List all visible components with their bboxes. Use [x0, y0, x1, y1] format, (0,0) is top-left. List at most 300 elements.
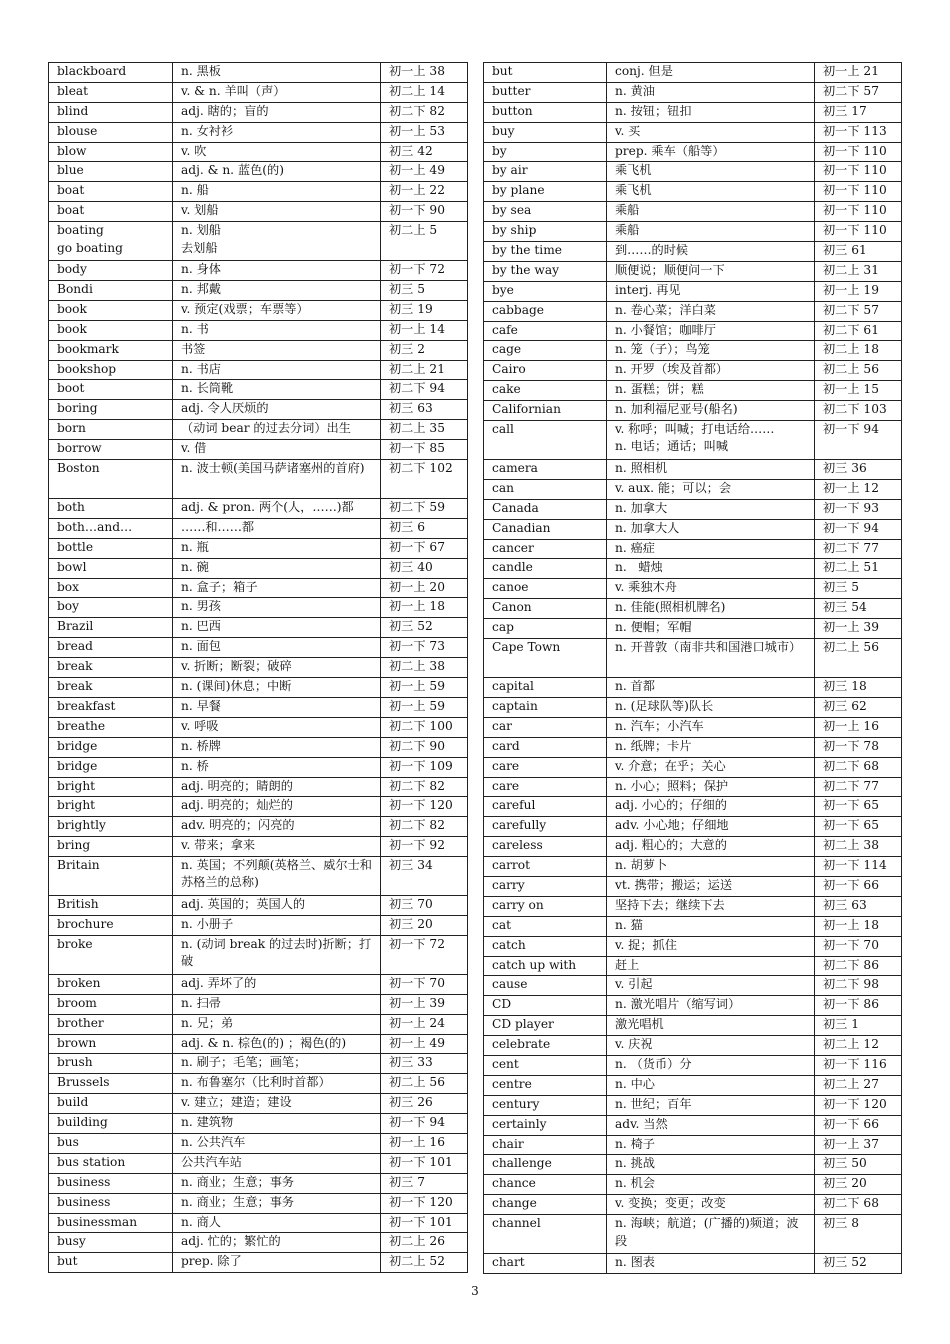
- vocab-definition: n. (动词 break 的过去时)折断；打破: [173, 935, 381, 974]
- vocab-word: broken: [49, 974, 173, 994]
- vocab-word: bus station: [49, 1153, 173, 1173]
- vocab-word: bus: [49, 1133, 173, 1153]
- vocab-definition: n. 蜡烛: [607, 559, 815, 579]
- vocab-row: [49, 915, 468, 935]
- vocab-word: Canada: [484, 499, 607, 519]
- vocab-word: century: [484, 1095, 607, 1115]
- vocab-definition: n. 长筒靴: [173, 380, 381, 400]
- vocab-word: both: [49, 499, 173, 519]
- vocab-row: [484, 421, 902, 460]
- vocab-row: [484, 142, 902, 162]
- vocab-row: [49, 757, 468, 777]
- vocab-source: 初二上 56: [815, 361, 902, 381]
- vocab-word: certainly: [484, 1115, 607, 1135]
- vocab-source: 初一下 73: [381, 638, 468, 658]
- vocab-word: Britain: [49, 857, 173, 896]
- vocab-definition: n. 开普敦（南非共和国港口城市）: [607, 639, 815, 678]
- vocab-source: 初二下 57: [815, 301, 902, 321]
- vocab-definition: n. 中心: [607, 1075, 815, 1095]
- vocab-row: [49, 1153, 468, 1173]
- vocab-row: [484, 857, 902, 877]
- vocab-source: 初一下 94: [815, 519, 902, 539]
- vocab-definition: n. 小册子: [173, 915, 381, 935]
- vocab-row: [49, 518, 468, 538]
- vocab-word: change: [484, 1195, 607, 1215]
- vocab-row: [49, 994, 468, 1014]
- vocab-row: [484, 817, 902, 837]
- vocab-word: buy: [484, 122, 607, 142]
- vocab-row: [49, 380, 468, 400]
- page-number: 3: [471, 1284, 479, 1298]
- vocab-definition: n. 椅子: [607, 1135, 815, 1155]
- vocab-source: 初一上 38: [381, 63, 468, 83]
- vocab-word: book: [49, 300, 173, 320]
- vocab-definition: 赶上: [607, 956, 815, 976]
- vocab-definition: interj. 再见: [607, 281, 815, 301]
- vocab-definition: v. 建立；建造；建设: [173, 1094, 381, 1114]
- vocab-word: chart: [484, 1254, 607, 1274]
- vocab-source: 初一上 59: [381, 697, 468, 717]
- vocab-source: 初二上 14: [381, 82, 468, 102]
- vocab-row: [49, 102, 468, 122]
- vocab-word: boy: [49, 598, 173, 618]
- vocab-word: by: [484, 142, 607, 162]
- vocab-row: [484, 797, 902, 817]
- vocab-row: [484, 82, 902, 102]
- vocab-definition: n. 汽车；小汽车: [607, 717, 815, 737]
- vocab-definition: n. 笼（子）；鸟笼: [607, 341, 815, 361]
- vocab-definition: v. 带来；拿来: [173, 837, 381, 857]
- vocab-row: [484, 242, 902, 262]
- vocab-source: 初一上 21: [815, 63, 902, 83]
- vocab-row: [484, 916, 902, 936]
- vocab-source: 初三 63: [815, 896, 902, 916]
- vocab-source: 初三 20: [815, 1175, 902, 1195]
- vocab-word: cause: [484, 976, 607, 996]
- vocab-source: 初三 40: [381, 558, 468, 578]
- vocab-definition: ……和……都: [173, 518, 381, 538]
- vocab-definition: adj. 小心的；仔细的: [607, 797, 815, 817]
- vocab-source: 初二下 77: [815, 539, 902, 559]
- vocab-definition: v. 吹: [173, 142, 381, 162]
- vocab-row: [49, 658, 468, 678]
- vocab-source: 初三 17: [815, 102, 902, 122]
- vocab-word: captain: [484, 697, 607, 717]
- vocab-source: 初一下 72: [381, 261, 468, 281]
- vocab-source: 初一下 94: [381, 1114, 468, 1134]
- vocab-definition: n. 瓶: [173, 538, 381, 558]
- vocab-row: [49, 1014, 468, 1034]
- vocab-row: [49, 817, 468, 837]
- vocab-row: [49, 578, 468, 598]
- vocab-row: [49, 222, 468, 261]
- vocab-row: [484, 639, 902, 678]
- vocab-source: 初二下 59: [381, 499, 468, 519]
- vocab-source: 初二下 102: [381, 460, 468, 499]
- vocab-word: busy: [49, 1233, 173, 1253]
- vocab-definition: n. （货币）分: [607, 1055, 815, 1075]
- vocab-source: 初一上 39: [815, 619, 902, 639]
- vocab-definition: v. 介意；在乎；关心: [607, 757, 815, 777]
- vocab-word: bread: [49, 638, 173, 658]
- vocab-source: 初一下 120: [381, 797, 468, 817]
- vocab-word: breathe: [49, 717, 173, 737]
- vocab-word: camera: [484, 460, 607, 480]
- vocab-source: 初一上 18: [815, 916, 902, 936]
- vocab-word: care: [484, 777, 607, 797]
- vocab-source: 初三 54: [815, 599, 902, 619]
- vocab-source: 初一上 15: [815, 381, 902, 401]
- vocab-definition: n. 桥牌: [173, 737, 381, 757]
- vocab-definition: n. 便帽；军帽: [607, 619, 815, 639]
- vocab-word: Brazil: [49, 618, 173, 638]
- vocab-definition: n. 按钮；钮扣: [607, 102, 815, 122]
- vocab-source: 初二下 61: [815, 321, 902, 341]
- vocab-word: channel: [484, 1215, 607, 1254]
- vocab-word: businessman: [49, 1213, 173, 1233]
- vocab-row: [484, 401, 902, 421]
- vocab-source: 初三 62: [815, 697, 902, 717]
- vocab-row: [484, 460, 902, 480]
- vocab-word: chair: [484, 1135, 607, 1155]
- vocab-source: 初二下 68: [815, 757, 902, 777]
- vocab-source: 初二上 56: [381, 1074, 468, 1094]
- vocab-row: [484, 479, 902, 499]
- vocab-word: boat: [49, 202, 173, 222]
- vocab-source: 初三 6: [381, 518, 468, 538]
- vocab-source: 初三 7: [381, 1173, 468, 1193]
- vocab-row: [484, 757, 902, 777]
- vocab-row: [49, 1094, 468, 1114]
- vocab-definition: n. 挑战: [607, 1155, 815, 1175]
- vocab-row: [49, 63, 468, 83]
- vocab-word: bring: [49, 837, 173, 857]
- vocab-definition: n. 书: [173, 320, 381, 340]
- vocab-word: CD player: [484, 1016, 607, 1036]
- vocab-word: blow: [49, 142, 173, 162]
- vocab-row: [484, 996, 902, 1016]
- vocab-word: British: [49, 896, 173, 916]
- vocab-definition: vt. 携带；搬运；运送: [607, 876, 815, 896]
- vocab-word: boating go boating: [49, 222, 173, 261]
- vocab-source: 初二上 21: [381, 360, 468, 380]
- vocab-source: 初一上 14: [381, 320, 468, 340]
- vocab-row: [49, 1233, 468, 1253]
- vocab-source: 初一下 120: [381, 1193, 468, 1213]
- vocab-word: cat: [484, 916, 607, 936]
- vocab-definition: n. 邦戴: [173, 281, 381, 301]
- vocab-source: 初一下 101: [381, 1213, 468, 1233]
- vocab-word: build: [49, 1094, 173, 1114]
- vocab-source: 初一上 24: [381, 1014, 468, 1034]
- vocab-row: [49, 300, 468, 320]
- vocab-row: [49, 678, 468, 698]
- vocab-definition: n. 加拿大: [607, 499, 815, 519]
- vocab-definition: 激光唱机: [607, 1016, 815, 1036]
- vocab-row: [484, 976, 902, 996]
- vocab-row: [49, 162, 468, 182]
- vocab-word: bowl: [49, 558, 173, 578]
- vocab-row: [484, 1115, 902, 1135]
- vocab-definition: n. 身体: [173, 261, 381, 281]
- vocab-source: 初一下 110: [815, 142, 902, 162]
- vocab-source: 初三 36: [815, 460, 902, 480]
- vocab-definition: n. 加利福尼亚号(船名): [607, 401, 815, 421]
- vocab-row: [484, 321, 902, 341]
- vocab-row: [484, 1036, 902, 1056]
- vocab-source: 初一下 66: [815, 1115, 902, 1135]
- vocab-row: [49, 340, 468, 360]
- vocab-row: [49, 737, 468, 757]
- vocab-row: [49, 935, 468, 974]
- vocab-word: by sea: [484, 202, 607, 222]
- vocab-row: [49, 857, 468, 896]
- vocab-word: carefully: [484, 817, 607, 837]
- vocab-definition: 顺便说；顺便问一下: [607, 261, 815, 281]
- vocab-word: bottle: [49, 538, 173, 558]
- vocab-definition: n. 波士顿(美国马萨诸塞州的首府): [173, 460, 381, 499]
- vocab-row: [49, 182, 468, 202]
- vocab-word: bridge: [49, 757, 173, 777]
- vocab-word: cent: [484, 1055, 607, 1075]
- vocab-row: [49, 797, 468, 817]
- vocab-word: boring: [49, 400, 173, 420]
- vocab-word: bleat: [49, 82, 173, 102]
- vocab-word: cap: [484, 619, 607, 639]
- vocab-row: [49, 1213, 468, 1233]
- vocab-word: by plane: [484, 182, 607, 202]
- vocab-definition: adv. 小心地；仔细地: [607, 817, 815, 837]
- vocab-definition: n. 扫帚: [173, 994, 381, 1014]
- vocab-definition: adv. 当然: [607, 1115, 815, 1135]
- vocab-source: 初三 1: [815, 1016, 902, 1036]
- vocab-definition: v. & n. 羊叫（声）: [173, 82, 381, 102]
- vocab-row: [49, 320, 468, 340]
- vocab-source: 初一下 86: [815, 996, 902, 1016]
- vocab-word: Brussels: [49, 1074, 173, 1094]
- vocab-definition: v. 称呼；叫喊；打电话给…… n. 电话；通话；叫喊: [607, 421, 815, 460]
- vocab-word: bye: [484, 281, 607, 301]
- vocab-word: by the time: [484, 242, 607, 262]
- vocab-source: 初三 70: [381, 896, 468, 916]
- vocab-word: Canon: [484, 599, 607, 619]
- vocab-row: [484, 619, 902, 639]
- vocab-definition: prep. 除了: [173, 1253, 381, 1273]
- vocab-source: 初三 52: [815, 1254, 902, 1274]
- vocab-row: [484, 777, 902, 797]
- vocab-definition: n. 海峡；航道；(广播的)频道；波段: [607, 1215, 815, 1254]
- vocab-definition: n. 划船 去划船: [173, 222, 381, 261]
- vocab-definition: n. 照相机: [607, 460, 815, 480]
- vocab-source: 初一上 18: [381, 598, 468, 618]
- vocab-definition: n. 女衬衫: [173, 122, 381, 142]
- vocab-source: 初一下 70: [815, 936, 902, 956]
- vocab-word: born: [49, 420, 173, 440]
- vocab-word: cake: [484, 381, 607, 401]
- vocab-word: Boston: [49, 460, 173, 499]
- vocab-source: 初三 61: [815, 242, 902, 262]
- vocab-word: brightly: [49, 817, 173, 837]
- vocab-definition: 乘船: [607, 202, 815, 222]
- vocab-word: broke: [49, 935, 173, 974]
- vocab-definition: n. 加拿大人: [607, 519, 815, 539]
- vocab-row: [49, 1034, 468, 1054]
- vocab-word: carrot: [484, 857, 607, 877]
- vocab-word: bookshop: [49, 360, 173, 380]
- vocab-word: butter: [484, 82, 607, 102]
- vocab-word: brother: [49, 1014, 173, 1034]
- vocab-source: 初一上 39: [381, 994, 468, 1014]
- vocab-word: Bondi: [49, 281, 173, 301]
- vocab-word: brush: [49, 1054, 173, 1074]
- vocab-source: 初二上 35: [381, 420, 468, 440]
- vocab-row: [484, 63, 902, 83]
- vocab-definition: adj. & n. 棕色(的) ；褐色(的): [173, 1034, 381, 1054]
- vocab-definition: n. 布鲁塞尔（比利时首都）: [173, 1074, 381, 1094]
- vocab-source: 初三 2: [381, 340, 468, 360]
- vocab-word: chance: [484, 1175, 607, 1195]
- vocab-source: 初二下 82: [381, 817, 468, 837]
- vocab-source: 初一下 110: [815, 182, 902, 202]
- vocab-word: but: [49, 1253, 173, 1273]
- vocab-definition: conj. 但是: [607, 63, 815, 83]
- vocab-word: bookmark: [49, 340, 173, 360]
- vocab-word: Cape Town: [484, 639, 607, 678]
- vocab-row: [484, 1016, 902, 1036]
- vocab-row: [49, 202, 468, 222]
- vocab-word: catch: [484, 936, 607, 956]
- vocab-source: 初一下 110: [815, 202, 902, 222]
- vocab-definition: n. 英国；不列颠(英格兰、威尔士和苏格兰的总称): [173, 857, 381, 896]
- vocab-row: [484, 281, 902, 301]
- vocab-source: 初一下 65: [815, 817, 902, 837]
- vocab-source: 初三 33: [381, 1054, 468, 1074]
- vocab-definition: prep. 乘车（船等）: [607, 142, 815, 162]
- vocab-word: break: [49, 678, 173, 698]
- vocab-row: [49, 1133, 468, 1153]
- vocab-word: book: [49, 320, 173, 340]
- vocab-definition: n. 商业；生意；事务: [173, 1173, 381, 1193]
- vocab-source: 初三 42: [381, 142, 468, 162]
- vocab-source: 初一下 85: [381, 440, 468, 460]
- vocab-definition: adj. 瞎的；盲的: [173, 102, 381, 122]
- vocab-row: [484, 1155, 902, 1175]
- vocab-word: Cairo: [484, 361, 607, 381]
- vocab-definition: n. 蛋糕；饼；糕: [607, 381, 815, 401]
- vocab-definition: n. 建筑物: [173, 1114, 381, 1134]
- vocab-definition: n. 黑板: [173, 63, 381, 83]
- vocab-definition: n. 猫: [607, 916, 815, 936]
- vocab-definition: n. 纸牌；卡片: [607, 737, 815, 757]
- vocab-row: [484, 1195, 902, 1215]
- vocab-row: [484, 361, 902, 381]
- vocab-definition: v. 预定(戏票；车票等）: [173, 300, 381, 320]
- vocab-word: breakfast: [49, 697, 173, 717]
- vocab-definition: n. 商人: [173, 1213, 381, 1233]
- vocab-definition: adj. & n. 蓝色(的): [173, 162, 381, 182]
- vocab-source: 初一下 113: [815, 122, 902, 142]
- vocab-row: [484, 539, 902, 559]
- vocab-row: [484, 519, 902, 539]
- vocab-definition: 乘飞机: [607, 162, 815, 182]
- vocab-source: 初一下 92: [381, 837, 468, 857]
- vocab-definition: n. 图表: [607, 1254, 815, 1274]
- vocab-definition: adv. 明亮的；闪亮的: [173, 817, 381, 837]
- vocab-row: [49, 82, 468, 102]
- vocab-word: by ship: [484, 222, 607, 242]
- vocab-source: 初三 50: [815, 1155, 902, 1175]
- vocab-definition: n. 桥: [173, 757, 381, 777]
- vocab-word: building: [49, 1114, 173, 1134]
- vocab-definition: 到……的时候: [607, 242, 815, 262]
- vocab-source: 初二上 27: [815, 1075, 902, 1095]
- vocab-word: can: [484, 479, 607, 499]
- vocab-row: [49, 1193, 468, 1213]
- vocab-row: [49, 717, 468, 737]
- vocab-source: 初二下 90: [381, 737, 468, 757]
- vocab-word: cabbage: [484, 301, 607, 321]
- vocab-word: boat: [49, 182, 173, 202]
- vocab-definition: v. 变换；变更；改变: [607, 1195, 815, 1215]
- vocab-word: box: [49, 578, 173, 598]
- vocab-source: 初二下 68: [815, 1195, 902, 1215]
- vocab-row: [49, 558, 468, 578]
- vocab-source: 初二下 98: [815, 976, 902, 996]
- vocab-row: [484, 102, 902, 122]
- vocab-definition: 坚持下去；继续下去: [607, 896, 815, 916]
- vocab-source: 初一下 120: [815, 1095, 902, 1115]
- vocab-row: [484, 261, 902, 281]
- vocab-definition: v. 买: [607, 122, 815, 142]
- vocab-definition: adj. 弄坏了的: [173, 974, 381, 994]
- vocab-word: Californian: [484, 401, 607, 421]
- vocab-word: capital: [484, 678, 607, 698]
- vocab-word: blackboard: [49, 63, 173, 83]
- vocab-definition: n. 小心；照料；保护: [607, 777, 815, 797]
- vocab-row: [49, 598, 468, 618]
- vocab-row: [49, 1173, 468, 1193]
- vocab-row: [484, 122, 902, 142]
- vocab-definition: （动词 bear 的过去分词）出生: [173, 420, 381, 440]
- vocab-row: [49, 360, 468, 380]
- vocab-source: 初二上 18: [815, 341, 902, 361]
- vocab-source: 初二下 94: [381, 380, 468, 400]
- vocab-word: catch up with: [484, 956, 607, 976]
- vocab-word: body: [49, 261, 173, 281]
- vocab-definition: n. 书店: [173, 360, 381, 380]
- vocab-row: [484, 837, 902, 857]
- vocab-definition: n. 刷子；毛笔；画笔；: [173, 1054, 381, 1074]
- vocab-source: 初一下 116: [815, 1055, 902, 1075]
- vocab-definition: n. 男孩: [173, 598, 381, 618]
- vocab-source: 初一上 16: [381, 1133, 468, 1153]
- vocab-word: blue: [49, 162, 173, 182]
- vocab-row: [49, 837, 468, 857]
- vocab-row: [49, 638, 468, 658]
- vocab-source: 初一下 90: [381, 202, 468, 222]
- vocab-definition: v. aux. 能；可以；会: [607, 479, 815, 499]
- vocab-word: boot: [49, 380, 173, 400]
- vocab-word: canoe: [484, 579, 607, 599]
- vocab-source: 初二下 82: [381, 102, 468, 122]
- vocab-row: [484, 1095, 902, 1115]
- vocab-source: 初三 19: [381, 300, 468, 320]
- vocab-definition: n. 碗: [173, 558, 381, 578]
- vocab-word: break: [49, 658, 173, 678]
- vocab-word: careful: [484, 797, 607, 817]
- vocab-source: 初二下 103: [815, 401, 902, 421]
- vocab-row: [484, 737, 902, 757]
